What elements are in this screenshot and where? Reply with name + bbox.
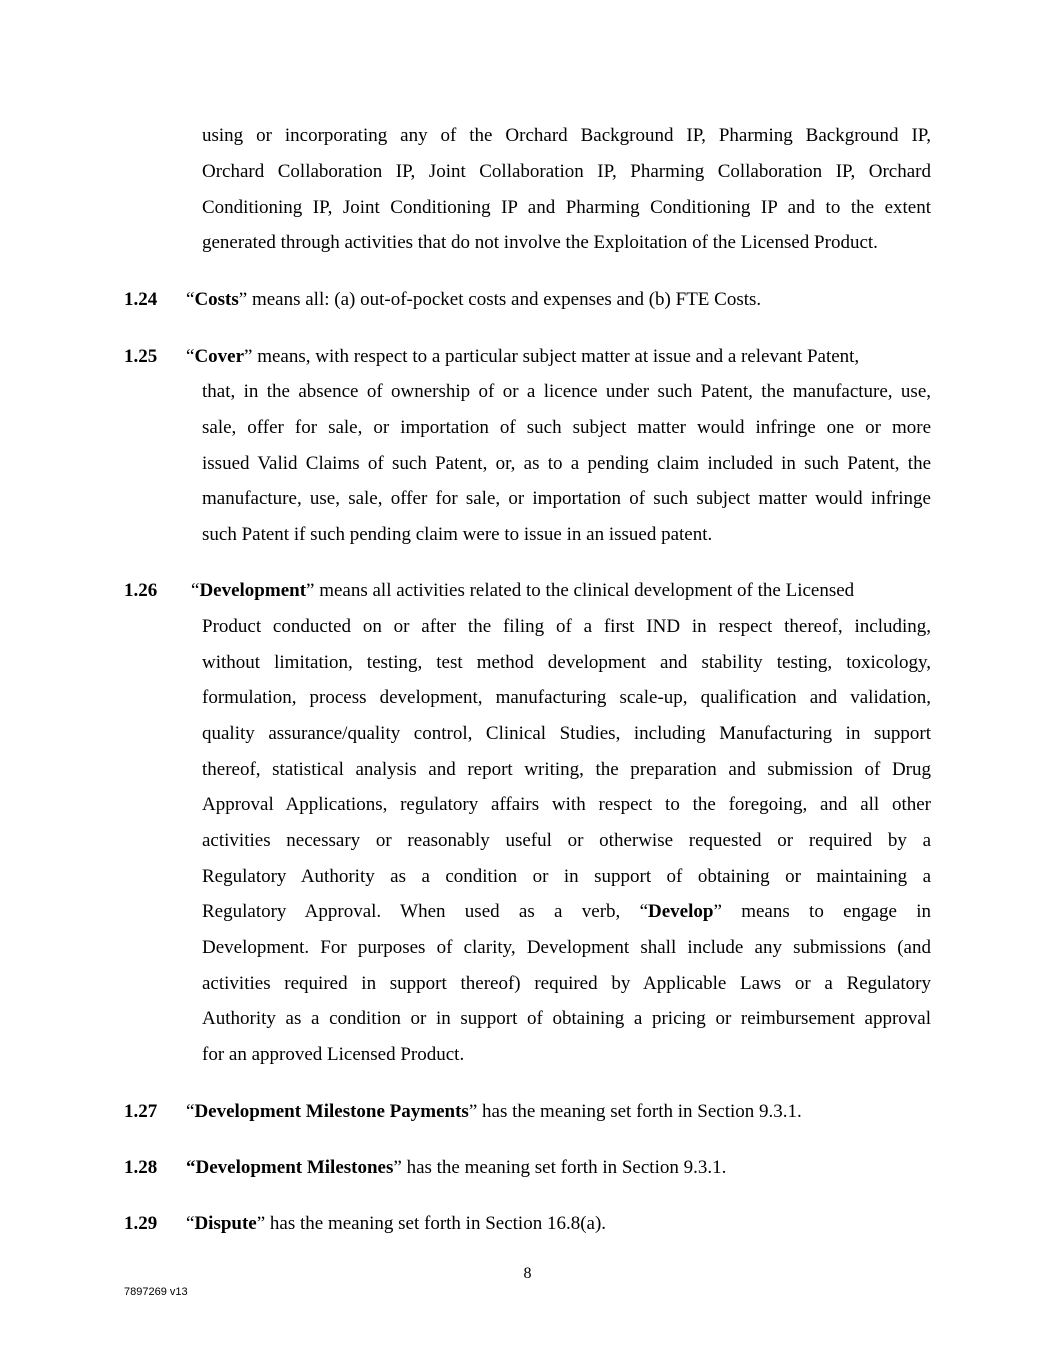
section-number: 1.28 [124, 1157, 158, 1178]
defined-term: Development [199, 580, 307, 601]
definition-line: without limitation, testing, test method development and stability testing, toxicology, [202, 652, 931, 673]
definition-cover: “Cover” means, with respect to a particular subject matter at issue and a relevant Patent, [186, 346, 860, 367]
definition-development-milestones: “Development Milestones” has the meaning set forth in Section 9.3.1. [186, 1157, 727, 1178]
section-number: 1.25 [124, 346, 158, 367]
defined-term: Development Milestone Payments [194, 1101, 469, 1122]
definition-development: “Development” means all activities related to the clinical development of the Licensed [191, 580, 855, 601]
defined-term: Cover [194, 346, 245, 367]
page-number: 8 [523, 1265, 532, 1282]
definition-line: Authority as a condition or in support of obtaining a pricing or reimbursement approval [202, 1008, 931, 1029]
definition-line: sale, offer for sale, or importation of such subject matter would infringe one or more [202, 417, 931, 438]
definition-line: for an approved Licensed Product. [202, 1044, 465, 1065]
definition-line: quality assurance/quality control, Clinical Studies, including Manufacturing in support [202, 723, 931, 744]
continuation-line: Orchard Collaboration IP, Joint Collaboration IP, Pharming Collaboration IP, Orchard [202, 161, 931, 182]
definition-costs: “Costs” means all: (a) out-of-pocket costs and expenses and (b) FTE Costs. [186, 289, 762, 310]
defined-term: Costs [194, 289, 239, 310]
defined-term: Develop [648, 901, 714, 922]
section-number: 1.27 [124, 1101, 158, 1122]
section-number: 1.26 [124, 580, 158, 601]
section-number: 1.29 [124, 1213, 158, 1234]
definition-line: issued Valid Claims of such Patent, or, as to a pending claim included in such Patent, the [202, 453, 931, 474]
defined-term: Dispute [194, 1213, 257, 1234]
document-id: 7897269 v13 [124, 1286, 188, 1298]
continuation-line: using or incorporating any of the Orchard Background IP, Pharming Background IP, [202, 125, 931, 146]
definition-dispute: “Dispute” has the meaning set forth in Section 16.8(a). [186, 1213, 607, 1234]
definition-line: that, in the absence of ownership of or a licence under such Patent, the manufacture, use, [202, 381, 931, 402]
definition-line: formulation, process development, manufacturing scale-up, qualification and validation, [202, 687, 931, 708]
definition-line: Approval Applications, regulatory affairs with respect to the foregoing, and all other [202, 794, 931, 815]
definition-line: Development. For purposes of clarity, Development shall include any submissions (and [202, 937, 931, 958]
definition-line: thereof, statistical analysis and report writing, the preparation and submission of Drug [202, 759, 931, 780]
definition-development-milestone-payments: “Development Milestone Payments” has the meaning set forth in Section 9.3.1. [186, 1101, 802, 1122]
definition-line: activities required in support thereof) required by Applicable Laws or a Regulatory [202, 973, 931, 994]
definition-line: activities necessary or reasonably useful or otherwise requested or required by a [202, 830, 931, 851]
definition-line: such Patent if such pending claim were to issue in an issued patent. [202, 524, 713, 545]
definition-line: manufacture, use, sale, offer for sale, or importation of such subject matter would infringe [202, 488, 931, 509]
definition-line: Product conducted on or after the filing of a first IND in respect thereof, including, [202, 616, 931, 637]
section-number: 1.24 [124, 289, 158, 310]
continuation-line: Conditioning IP, Joint Conditioning IP and Pharming Conditioning IP and to the extent [202, 197, 931, 218]
continuation-line: generated through activities that do not involve the Exploitation of the Licensed Product. [202, 232, 878, 253]
definition-line-develop: Regulatory Approval. When used as a verb, “Develop” means to engage in [202, 901, 931, 922]
definition-line: Regulatory Authority as a condition or in support of obtaining or maintaining a [202, 866, 931, 887]
defined-term: Development Milestones [195, 1157, 394, 1178]
